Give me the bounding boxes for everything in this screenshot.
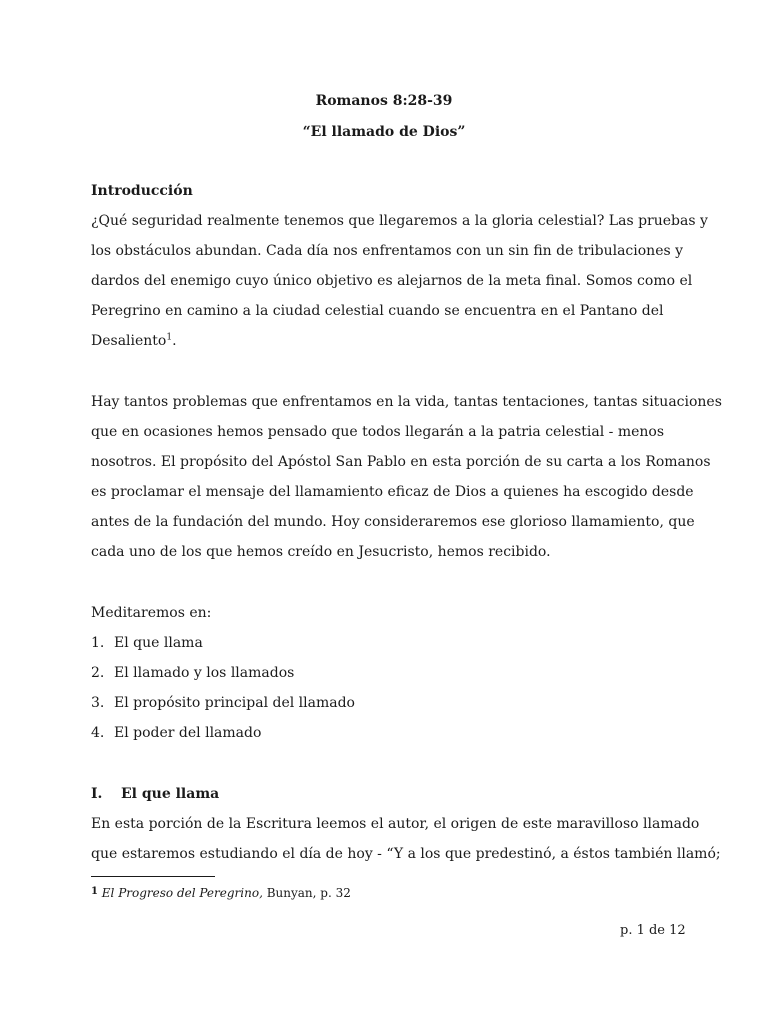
page-title: Romanos 8:28-39 bbox=[315, 93, 453, 109]
outline-list bbox=[91, 598, 691, 748]
list-text: El que llama bbox=[114, 635, 203, 651]
list-number: 1. bbox=[91, 635, 105, 651]
outline-intro: Meditaremos en: bbox=[91, 605, 212, 621]
intro-paragraph-2 bbox=[91, 387, 722, 567]
intro-paragraph-2-line: antes de la fundación del mundo. Hoy consideraremos ese glorioso llamamiento, que bbox=[91, 514, 695, 530]
footnote-divider bbox=[91, 876, 215, 877]
footnote bbox=[91, 886, 351, 900]
section-1-line: que estaremos estudiando el día de hoy - “Y a los que predestinó, a éstos también llamó; bbox=[91, 846, 721, 862]
intro-paragraph-2-line: nosotros. El propósito del Apóstol San Pablo en esta porción de su carta a los Romanos bbox=[91, 454, 711, 470]
section-1-line: En esta porción de la Escritura leemos el autor, el origen de este maravilloso llamado bbox=[91, 816, 700, 832]
list-number: 3. bbox=[91, 695, 105, 711]
intro-paragraph-1-last-line bbox=[91, 326, 691, 356]
footnote-reference[interactable]: 1 bbox=[166, 332, 173, 343]
footnote-citation: Bunyan, p. 32 bbox=[262, 886, 351, 900]
section-1-number: I. bbox=[91, 786, 103, 802]
footnote-book-title: El Progreso del Peregrino, bbox=[101, 886, 263, 900]
list-text: El poder del llamado bbox=[114, 725, 262, 741]
intro-paragraph-1-last-text: Desaliento bbox=[91, 333, 167, 349]
section-1-heading bbox=[91, 779, 691, 809]
list-text: El propósito principal del llamado bbox=[114, 695, 355, 711]
section-1-title: El que llama bbox=[121, 786, 220, 802]
intro-paragraph-1-end: . bbox=[172, 333, 177, 349]
intro-paragraph-2-line: cada uno de los que hemos creído en Jesucristo, hemos recibido. bbox=[91, 544, 551, 560]
intro-paragraph-2-line: que en ocasiones hemos pensado que todos llegarán a la patria celestial - menos bbox=[91, 424, 665, 440]
list-item bbox=[91, 688, 691, 718]
page-subtitle: “El llamado de Dios” bbox=[302, 124, 466, 140]
list-item bbox=[91, 718, 691, 748]
page-number: p. 1 de 12 bbox=[620, 923, 686, 938]
intro-paragraph-2-line: Hay tantos problemas que enfrentamos en la vida, tantas tentaciones, tantas situaciones bbox=[91, 394, 722, 410]
list-item bbox=[91, 658, 691, 688]
list-number: 2. bbox=[91, 665, 105, 681]
list-item bbox=[91, 628, 691, 658]
intro-paragraph-1-line: Peregrino en camino a la ciudad celestial cuando se encuentra en el Pantano del bbox=[91, 303, 664, 319]
list-text: El llamado y los llamados bbox=[114, 665, 295, 681]
intro-paragraph-2-line: es proclamar el mensaje del llamamiento eficaz de Dios a quienes ha escogido desde bbox=[91, 484, 694, 500]
intro-paragraph-1-line: ¿Qué seguridad realmente tenemos que llegaremos a la gloria celestial? Las pruebas y bbox=[91, 213, 708, 229]
list-number: 4. bbox=[91, 725, 105, 741]
intro-paragraph-1-line: los obstáculos abundan. Cada día nos enfrentamos con un sin fin de tribulaciones y bbox=[91, 243, 684, 259]
introduction-section bbox=[91, 176, 708, 356]
section-1 bbox=[91, 779, 721, 869]
footnote-mark: 1 bbox=[91, 886, 98, 897]
intro-paragraph-1-line: dardos del enemigo cuyo único objetivo es alejarnos de la meta final. Somos como el bbox=[91, 273, 693, 289]
introduction-heading: Introducción bbox=[91, 183, 193, 199]
